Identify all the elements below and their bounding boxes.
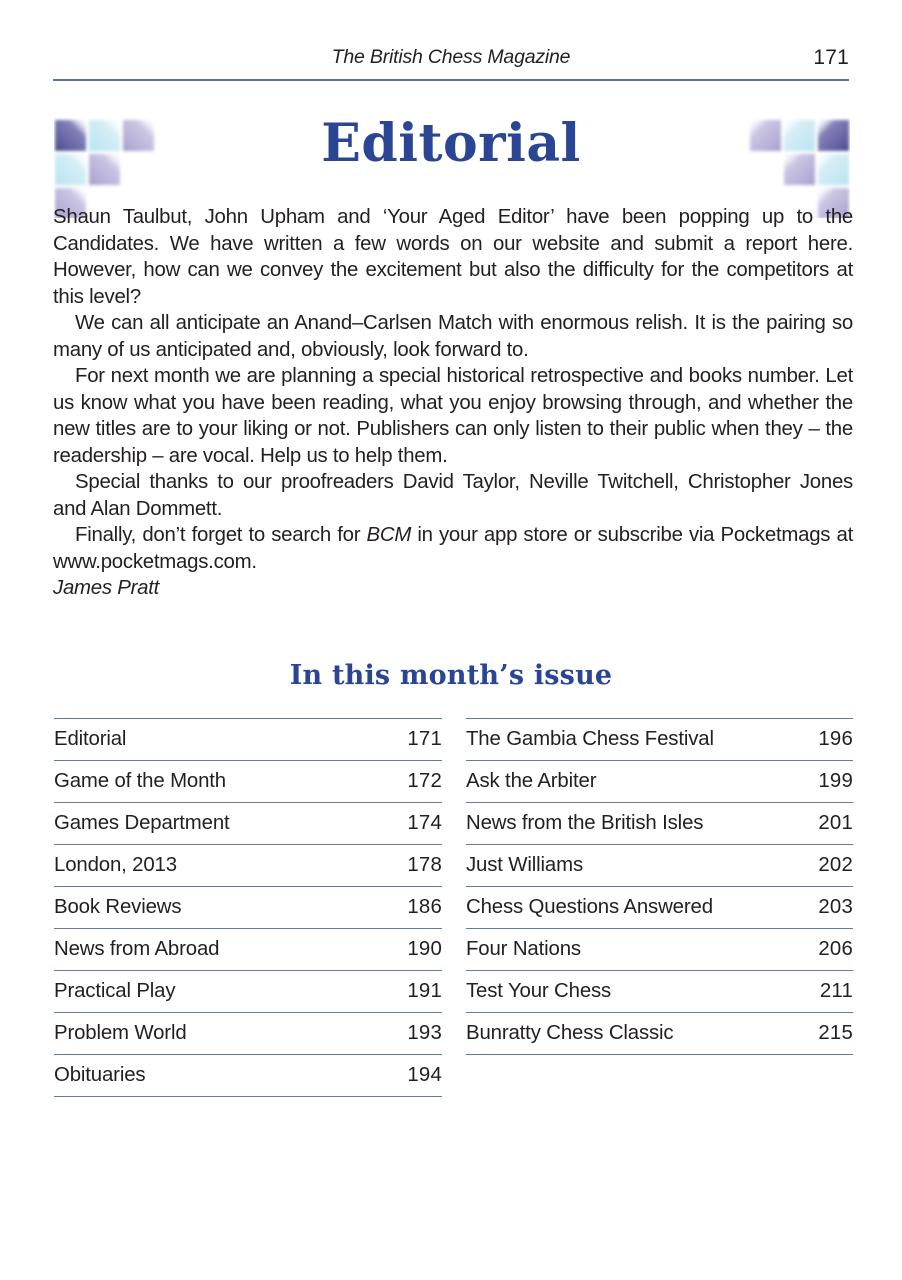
contents-entry-page: 171: [407, 728, 442, 750]
contents-entry-title: Chess Questions Answered: [466, 896, 713, 918]
contents-entry-page: 202: [818, 854, 853, 876]
editorial-signature: James Pratt: [53, 577, 160, 599]
contents-entry[interactable]: [54, 1012, 442, 1054]
contents-entry-title: The Gambia Chess Festival: [466, 728, 714, 750]
running-head: [53, 46, 849, 76]
contents-entry-page: 199: [818, 770, 853, 792]
editorial-paragraph: Special thanks to our proofreaders David Taylor, Neville Twitchell, Christopher Jones and Alan Dommett.: [53, 471, 853, 520]
contents-entry-page: 215: [818, 1022, 853, 1044]
contents-entry[interactable]: [54, 802, 442, 844]
contents-entry-page: 194: [407, 1064, 442, 1086]
contents-entry-page: 191: [407, 980, 442, 1002]
contents-entry-title: Bunratty Chess Classic: [466, 1022, 674, 1044]
contents-entry[interactable]: [54, 760, 442, 802]
contents-right-column: [466, 718, 853, 1055]
contents-entry[interactable]: [54, 718, 442, 760]
contents-entry[interactable]: [466, 844, 853, 886]
page-title: Editorial: [321, 113, 581, 174]
running-head-rule: [53, 79, 849, 81]
contents-entry[interactable]: [54, 970, 442, 1012]
contents-entry-title: London, 2013: [54, 854, 177, 876]
editorial-body: [53, 204, 853, 602]
contents-entry[interactable]: [54, 844, 442, 886]
contents-entry[interactable]: [466, 760, 853, 802]
contents-entry-page: 186: [407, 896, 442, 918]
editorial-paragraph: Shaun Taulbut, John Upham and ‘Your Aged Editor’ have been popping up to the Candidates. We have written a few words on our website and submit a report here. However, how can we convey the excitement but also the difficulty for the competitors at this level?: [53, 206, 853, 308]
contents-entry-title: Test Your Chess: [466, 980, 612, 1002]
contents-entry[interactable]: [466, 1012, 853, 1055]
editorial-paragraph: We can all anticipate an Anand–Carlsen Match with enormous relish. It is the pairing so many of us anticipated and, obviously, look forward to.: [53, 312, 853, 361]
contents-entry-title: Practical Play: [54, 980, 176, 1002]
contents-entry-title: Game of the Month: [54, 770, 226, 792]
contents-entry-title: Games Department: [54, 812, 230, 834]
final-paragraph-lead: Finally, don’t forget to search for: [75, 524, 367, 546]
contents-entry-page: 196: [818, 728, 853, 750]
contents-entry[interactable]: [466, 928, 853, 970]
contents-entry[interactable]: [54, 1054, 442, 1097]
contents-entry-page: 206: [818, 938, 853, 960]
contents-entry-page: 190: [407, 938, 442, 960]
contents-entry-title: Obituaries: [54, 1064, 146, 1086]
contents-entry-page: 211: [819, 980, 853, 1002]
contents-entry-title: Ask the Arbiter: [466, 770, 597, 792]
contents-entry-title: Problem World: [54, 1022, 187, 1044]
contents-heading: In this month’s issue: [289, 660, 613, 691]
contents-entry[interactable]: [466, 886, 853, 928]
contents-entry-page: 203: [818, 896, 853, 918]
editorial-final-paragraph: [53, 522, 853, 575]
contents-entry[interactable]: [466, 970, 853, 1012]
contents-entry[interactable]: [54, 928, 442, 970]
page-folio-number: 171: [813, 46, 849, 69]
contents-entry[interactable]: [466, 718, 853, 760]
editorial-paragraph: For next month we are planning a special historical retrospective and books number. Let us know what you have been reading, what you enjoy browsing through, and whether the new titles are to your liking or not. Publishers can only listen to their public when they – the readership – are vocal. Help us to help them.: [53, 365, 853, 467]
contents-entry[interactable]: [466, 802, 853, 844]
contents-entry-title: Editorial: [54, 728, 127, 750]
contents-entry-title: Book Reviews: [54, 896, 182, 918]
contents-left-column: [54, 718, 442, 1097]
contents-entry-title: News from Abroad: [54, 938, 220, 960]
contents-entry-page: 174: [407, 812, 442, 834]
final-paragraph-tail: in your app store or subscribe via Pocketmags at www.pocketmags.com.: [53, 524, 853, 573]
running-head-title: The British Chess Magazine: [331, 46, 571, 68]
contents-entry-page: 201: [818, 812, 853, 834]
bcm-abbreviation: BCM: [366, 524, 412, 546]
contents-entry-page: 193: [407, 1022, 442, 1044]
contents-entry-page: 172: [407, 770, 442, 792]
contents-entry-page: 178: [407, 854, 442, 876]
contents-entry[interactable]: [54, 886, 442, 928]
contents-entry-title: Four Nations: [466, 938, 581, 960]
contents-entry-title: Just Williams: [466, 854, 583, 876]
contents-entry-title: News from the British Isles: [466, 812, 704, 834]
